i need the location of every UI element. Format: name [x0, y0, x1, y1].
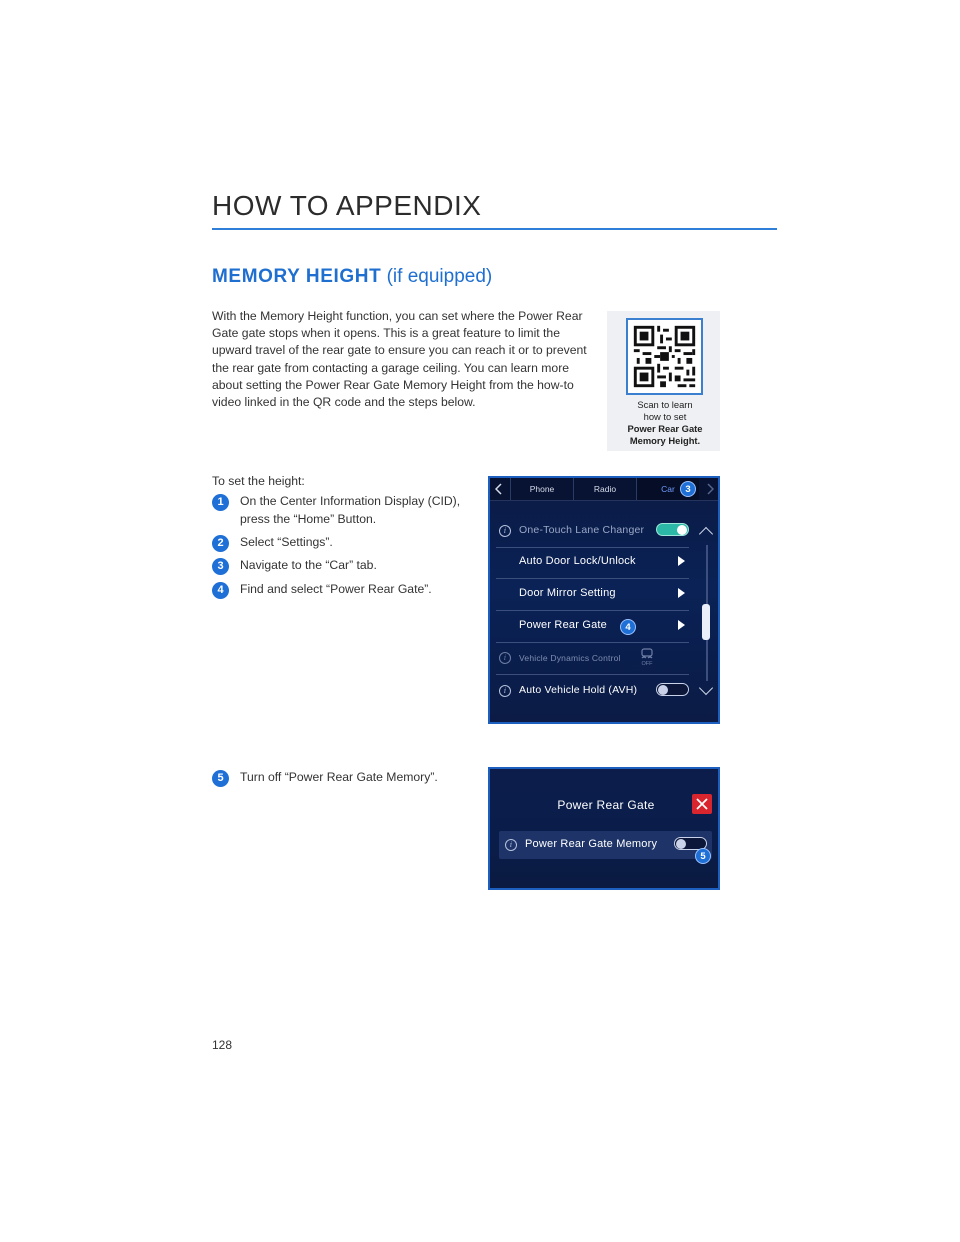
- step-text: Select “Settings”.: [240, 535, 333, 549]
- page-number: 128: [212, 1038, 233, 1052]
- cid-car-settings-screenshot: [488, 476, 720, 724]
- scroll-up-icon[interactable]: [699, 527, 713, 541]
- close-icon: [692, 794, 712, 814]
- toggle-knob: [677, 525, 687, 535]
- step-badge-3: 3: [680, 481, 696, 497]
- info-icon[interactable]: i: [505, 839, 517, 851]
- heading-light: (if equipped): [386, 266, 493, 287]
- step-number-badge: 3: [212, 558, 229, 575]
- setting-row-vehicle-dynamics[interactable]: [496, 643, 689, 675]
- setting-label: Door Mirror Setting: [519, 587, 616, 599]
- step-number-badge: 1: [212, 494, 229, 511]
- info-icon[interactable]: i: [499, 652, 511, 664]
- chevron-left-icon[interactable]: [495, 483, 503, 495]
- toggle-switch-off[interactable]: [656, 683, 689, 696]
- step-number-badge: 5: [212, 770, 229, 787]
- setting-row-auto-door-lock[interactable]: [496, 547, 689, 579]
- arrow-right-icon: [678, 556, 685, 566]
- heading-strong: MEMORY HEIGHT: [212, 266, 382, 287]
- step-text: On the Center Information Display (CID), press the “Home” Button.: [240, 494, 461, 526]
- step-number-badge: 2: [212, 535, 229, 552]
- toggle-knob: [658, 685, 668, 695]
- qr-caption-line: Scan to learn: [637, 399, 693, 410]
- setting-label: Power Rear Gate Memory: [525, 838, 658, 850]
- qr-caption: [607, 399, 723, 447]
- step-badge-4: 4: [620, 619, 636, 635]
- step-text: Find and select “Power Rear Gate”.: [240, 582, 432, 596]
- page-heading: [212, 266, 492, 288]
- step-badge-5: 5: [695, 848, 711, 864]
- steps-intro: To set the height:: [212, 474, 305, 488]
- scroll-down-icon[interactable]: [699, 681, 713, 695]
- scrollbar-thumb[interactable]: [702, 604, 710, 640]
- setting-row-power-rear-gate[interactable]: [496, 611, 689, 643]
- setting-label: Power Rear Gate: [519, 619, 607, 631]
- qr-caption-line: how to set: [643, 411, 687, 422]
- power-rear-gate-screenshot: [488, 767, 720, 890]
- tab-car[interactable]: Car: [636, 478, 699, 500]
- intro-paragraph: With the Memory Height function, you can set where the Power Rear Gate gate stops when it opens. This is a great feature to limit the upward travel of the rear gate to ensure you can reach it or to prevent the rear gate from contacting a garage ceiling. You can learn more about setting the Power Rear Gate Memory Height from the how-to video linked in the QR code and the steps below.: [212, 309, 587, 410]
- step-text: Navigate to the “Car” tab.: [240, 558, 377, 572]
- tab-radio[interactable]: Radio: [573, 478, 636, 500]
- info-icon[interactable]: i: [499, 525, 511, 537]
- cid-tab-bar: [490, 478, 718, 501]
- toggle-switch-on[interactable]: [656, 523, 689, 536]
- chevron-right-icon[interactable]: [706, 483, 714, 495]
- step-text: Turn off “Power Rear Gate Memory”.: [240, 770, 438, 784]
- setting-row-power-rear-gate-memory[interactable]: [499, 831, 712, 862]
- tab-phone[interactable]: Phone: [510, 478, 573, 500]
- setting-label: One-Touch Lane Changer: [519, 524, 645, 536]
- vdc-off-icon: [639, 647, 655, 671]
- arrow-right-icon: [678, 588, 685, 598]
- qr-code: [626, 318, 703, 395]
- close-button[interactable]: [692, 794, 712, 814]
- section-divider: [212, 228, 777, 230]
- setting-label: Vehicle Dynamics Control: [519, 653, 621, 663]
- info-icon[interactable]: i: [499, 685, 511, 697]
- qr-code-icon: [628, 320, 701, 393]
- setting-row-one-touch-lane-changer[interactable]: [496, 516, 689, 548]
- dialog-title: Power Rear Gate: [557, 798, 655, 812]
- section-title: HOW TO APPENDIX: [212, 190, 482, 221]
- qr-caption-bold: Memory Height.: [629, 435, 701, 446]
- setting-label: Auto Door Lock/Unlock: [519, 555, 636, 567]
- qr-caption-bold: Power Rear Gate: [627, 423, 703, 434]
- setting-label: Auto Vehicle Hold (AVH): [519, 684, 638, 696]
- setting-row-door-mirror[interactable]: [496, 579, 689, 611]
- toggle-knob: [676, 839, 686, 849]
- vdc-off-label: OFF: [641, 661, 653, 667]
- setting-row-auto-vehicle-hold[interactable]: [496, 676, 689, 707]
- step-number-badge: 4: [212, 582, 229, 599]
- arrow-right-icon: [678, 620, 685, 630]
